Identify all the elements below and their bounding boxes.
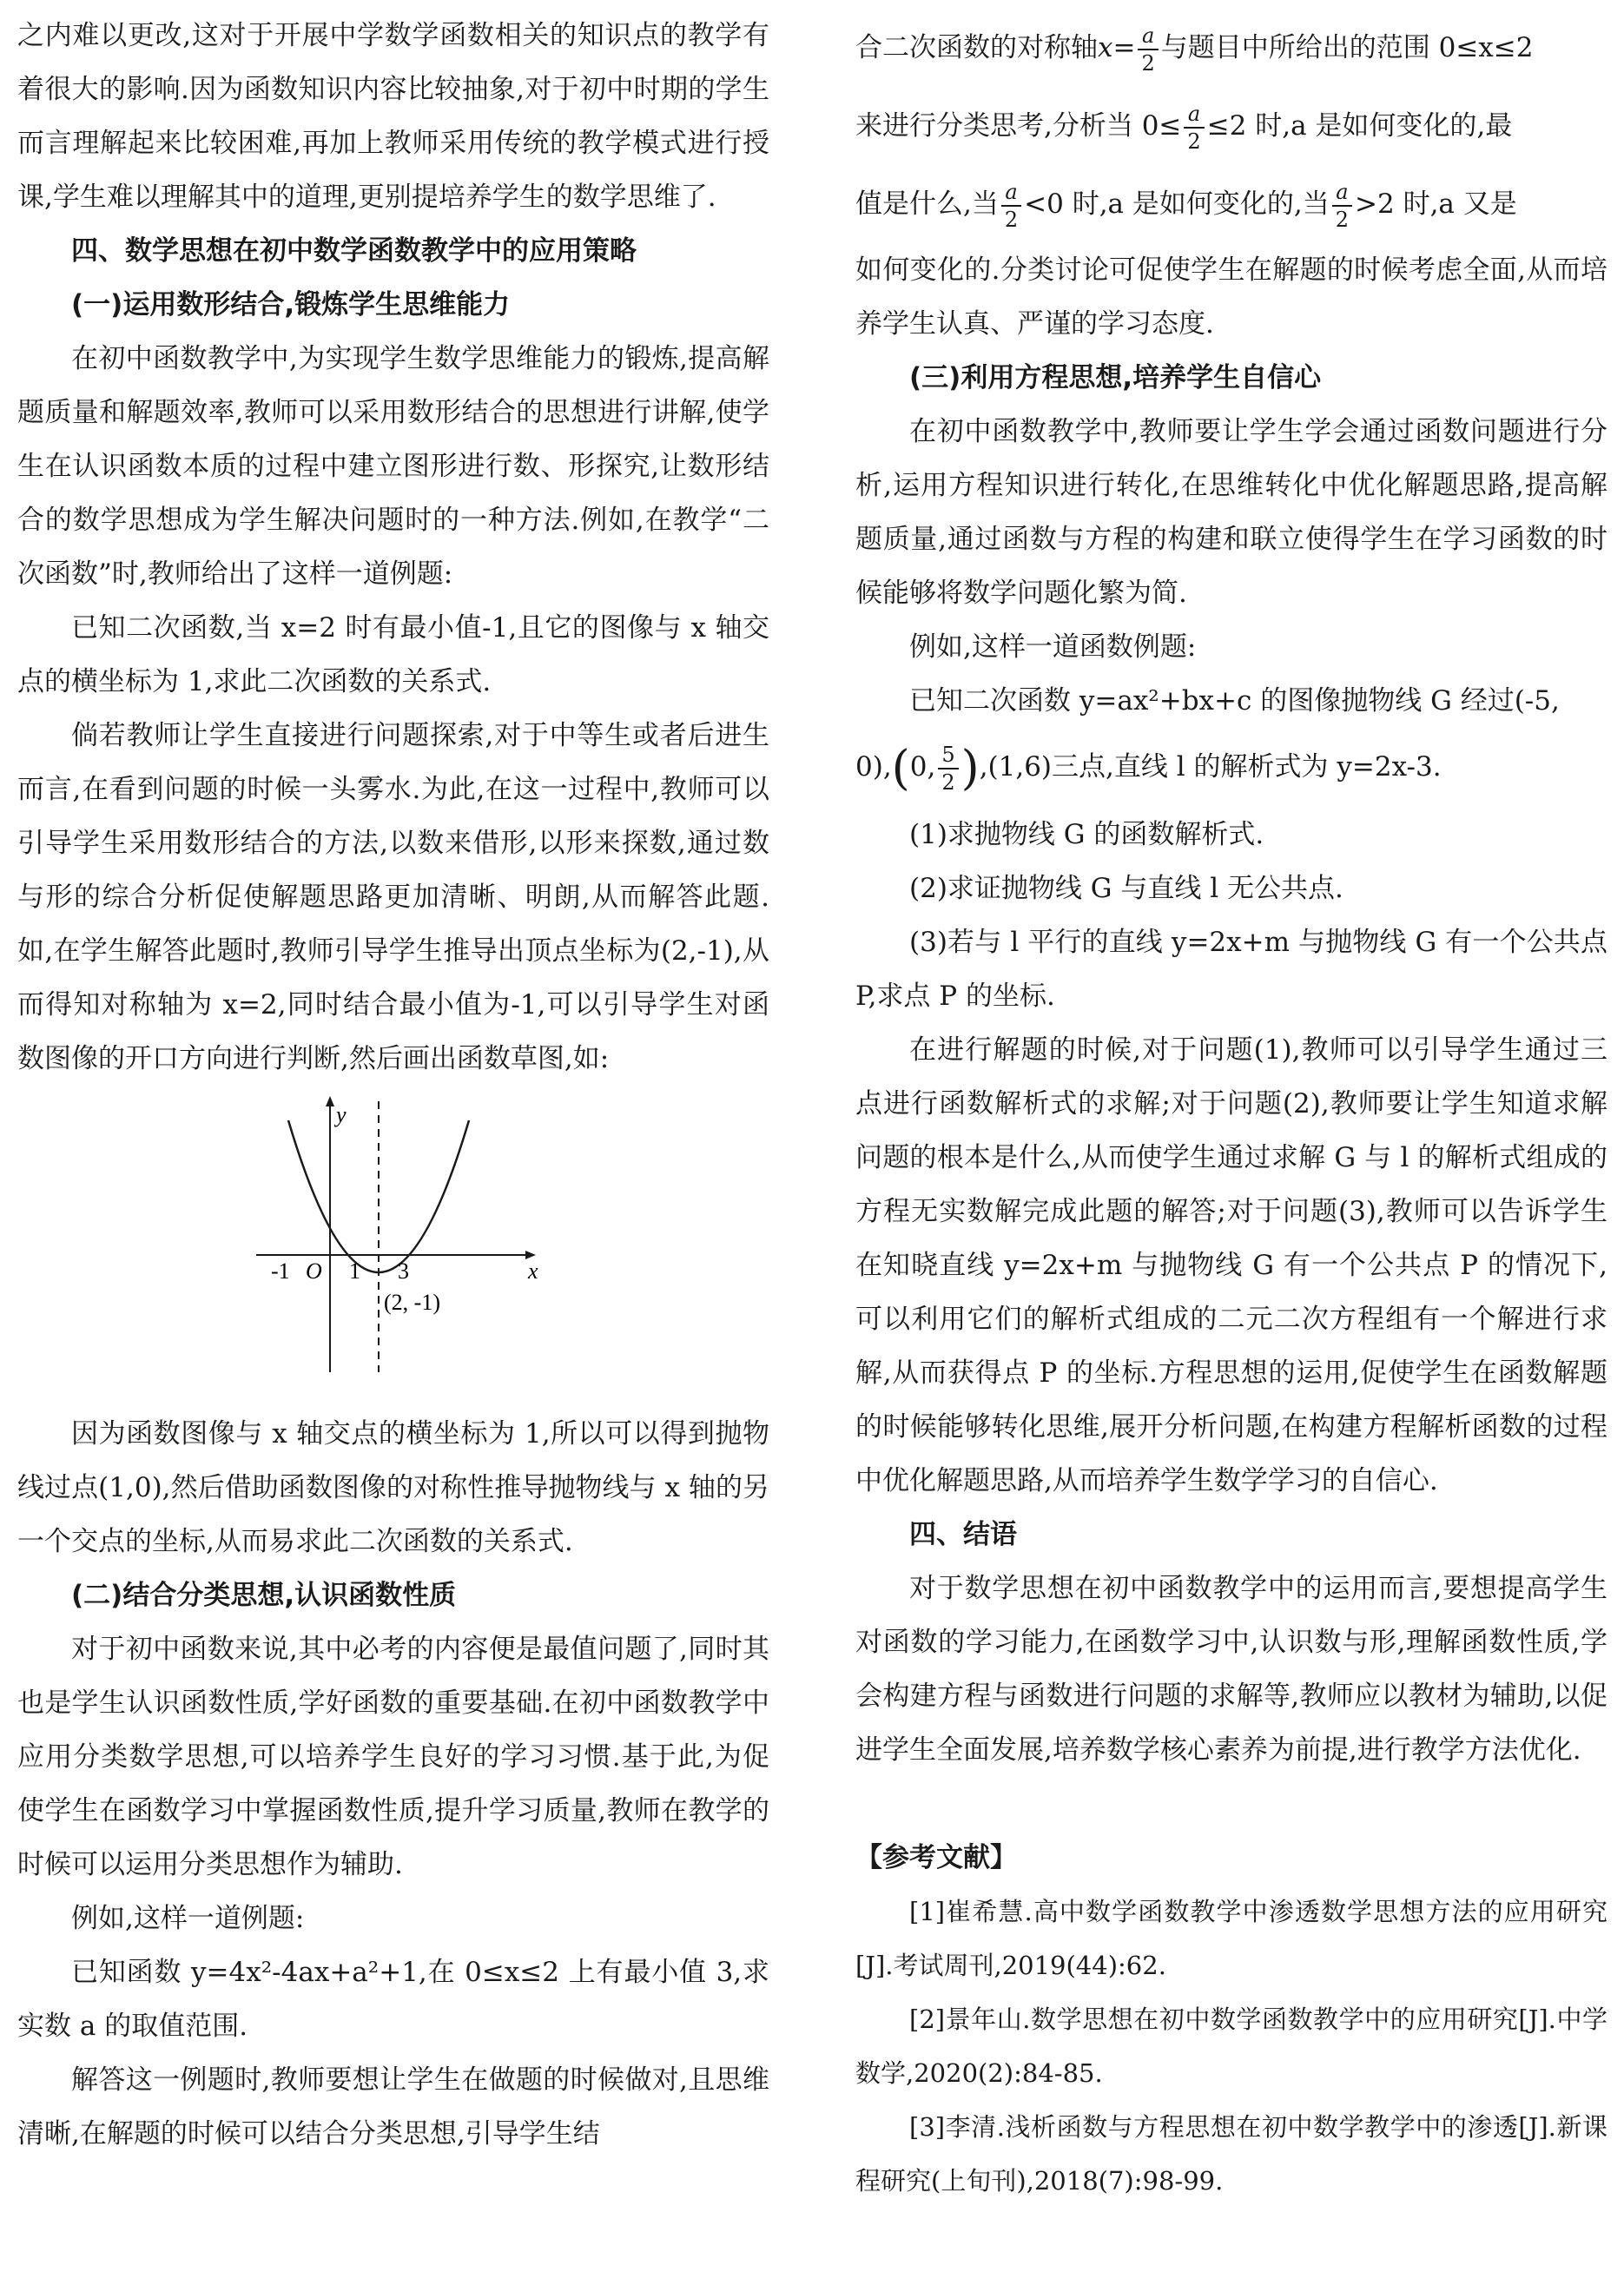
fraction-numerator: a: [1138, 23, 1158, 50]
paragraph: 已知函数 y=4x²-4ax+a²+1,在 0≤x≤2 上有最小值 3,求实数 a 的取值范围.: [17, 1957, 769, 2042]
question-item: (2)求证抛物线 G 与直线 l 无公共点.: [909, 872, 1343, 904]
paragraph: 对于初中函数来说,其中必考的内容便是最值问题了,同时其也是学生认识函数性质,学好函数的重要基础.在初中函数教学中应用分类数学思想,可以培养学生良好的学习习惯.基于此,为促使学生在函数学习中掌握函数性质,提升学习质量,教师在教学的时候可以运用分类思想作为辅助.: [17, 1634, 769, 1880]
paragraph: 之内难以更改,这对于开展中学数学函数相关的知识点的教学有着很大的影响.因为函数知识内容比较抽象,对于初中时期的学生而言理解起来比较困难,再加上教师采用传统的教学模式进行授课,学生难以理解其中的道理,更别提培养学生的数学思维了.: [17, 20, 769, 213]
origin-label: O: [306, 1258, 322, 1284]
spacer: [855, 1777, 1607, 1831]
parabola-figure: [17, 1094, 769, 1381]
fraction-a-over-2: [1332, 179, 1352, 233]
subsection-heading: (三)利用方程思想,培养学生自信心: [909, 362, 1322, 393]
fraction-denominator: 2: [941, 769, 955, 795]
x-axis-label: x: [528, 1258, 538, 1284]
tick-label-1: 1: [349, 1258, 360, 1284]
subsection-heading: (二)结合分类思想,认识函数性质: [71, 1580, 457, 1611]
paragraph: 例如,这样一道函数例题:: [909, 631, 1197, 663]
reference-item: [2]景年山.数学思想在初中数学函数教学中的应用研究[J].中学数学,2020(2):84-85.: [855, 2004, 1607, 2088]
fraction-5-over-2: [938, 742, 958, 796]
section-heading: 四、数学思想在初中数学函数教学中的应用策略: [71, 235, 637, 267]
vertex-label: (2, -1): [384, 1290, 440, 1315]
formula-line: [855, 165, 1607, 243]
paragraph: 在初中函数教学中,为实现学生数学思维能力的锻炼,提高解题质量和解题效率,教师可以采用数形结合的思想进行讲解,使学生在认识函数本质的过程中建立图形进行数、形探究,让数形结合的数学思想成为学生解决问题时的一种方法.例如,在教学“二次函数”时,教师给出了这样一道例题:: [17, 343, 769, 590]
fraction-numerator: a: [1001, 179, 1021, 207]
text-run: 值是什么,当: [855, 188, 999, 220]
paragraph: 如何变化的.分类讨论可促使学生在解题的时候考虑全面,从而培养学生认真、严谨的学习态度.: [855, 254, 1607, 340]
paragraph: 已知二次函数,当 x=2 时有最小值-1,且它的图像与 x 轴交点的横坐标为 1,求此二次函数的关系式.: [17, 612, 769, 697]
subsection-heading: (一)运用数形结合,锻炼学生思维能力: [71, 289, 511, 320]
text-run: 0,: [909, 751, 936, 783]
text-run: 合二次函数的对称轴: [855, 32, 1098, 63]
fraction-numerator: a: [1184, 101, 1204, 129]
reference-item: [3]李清.浅析函数与方程思想在初中数学教学中的渗透[J].新课程研究(上旬刊),2018(7):98-99.: [855, 2111, 1607, 2196]
fraction-denominator: 2: [1141, 50, 1155, 76]
paren-left: (: [891, 740, 910, 796]
fraction-denominator: 2: [1004, 207, 1019, 232]
text-run: <0 时,a 是如何变化的,当: [1024, 188, 1330, 220]
text-run: 0),: [855, 751, 892, 783]
left-column: [17, 9, 769, 2161]
text-run: >2 时,a 又是: [1355, 188, 1517, 220]
paragraph: 解答这一例题时,教师要想让学生在做题的时候做对,且思维清晰,在解题的时候可以结合分类思想,引导学生结: [17, 2064, 769, 2150]
formula-line: [855, 728, 1607, 808]
y-axis-arrow: [326, 1096, 334, 1106]
fraction-numerator: a: [1332, 179, 1352, 207]
reference-item: [1]崔希慧.高中数学函数教学中渗透数学思想方法的应用研究[J].考试周刊,2019(44):62.: [855, 1896, 1607, 1980]
fraction-denominator: 2: [1187, 129, 1201, 154]
paragraph: 因为函数图像与 x 轴交点的横坐标为 1,所以可以得到抛物线过点(1,0),然后借助函数图像的对称性推导抛物线与 x 轴的另一个交点的坐标,从而易求此二次函数的关系式.: [17, 1418, 769, 1557]
question-item: (1)求抛物线 G 的函数解析式.: [909, 818, 1264, 850]
text-run: 与题目中所给出的范围 0≤x≤2: [1160, 32, 1534, 63]
question-item: (3)若与 l 平行的直线 y=2x+m 与抛物线 G 有一个公共点 P,求点 P 的坐标.: [855, 926, 1607, 1012]
fraction-numerator: 5: [938, 742, 958, 769]
text-run: ≤2 时,a 是如何变化的,最: [1206, 110, 1513, 142]
fraction-a-over-2: [1001, 179, 1021, 233]
parabola-graph: [252, 1094, 547, 1381]
formula-line: [855, 9, 1607, 87]
fraction-a-over-2: [1138, 23, 1158, 76]
y-axis-label: y: [336, 1102, 347, 1127]
paragraph: 对于数学思想在初中函数教学中的运用而言,要想提高学生对函数的学习能力,在函数学习中,认识数与形,理解函数性质,学会构建方程与函数进行问题的求解等,教师应以教材为辅助,以促进学生全面发展,培养数学核心素养为前提,进行教学方法优化.: [855, 1572, 1607, 1766]
text-run: 来进行分类思考,分析当 0≤: [855, 110, 1182, 142]
paren-right: ): [961, 740, 980, 796]
references-title: 【参考文献】: [855, 1841, 1017, 1873]
paragraph: 在初中函数教学中,教师要让学生学会通过函数问题进行分析,运用方程知识进行转化,在思维转化中优化解题思路,提高解题质量,通过函数与方程的构建和联立使得学生在学习函数的时候能够将数学问题化繁为简.: [855, 416, 1607, 609]
paragraph: 在进行解题的时候,对于问题(1),教师可以引导学生通过三点进行函数解析式的求解;对于问题(2),教师要让学生知道求解问题的根本是什么,从而使学生通过求解 G 与 l 的解析式组成的方程无实数解完成此题的解答;对于问题(3),教师可以告诉学生在知晓直线 y=2x+m 与抛物线 G 有一个公共点 P 的情况下,可以利用它们的解析式组成的二元二次方程组有一个解进行求解,从而获得点 P 的坐标.方程思想的运用,促使学生在函数解题的时候能够转化思维,展开分析问题,在构建方程解析函数的过程中优化解题思路,从而培养学生数学学习的自信心.: [855, 1034, 1607, 1496]
paragraph: 例如,这样一道例题:: [71, 1903, 305, 1934]
fraction-a-over-2: [1184, 101, 1204, 155]
paragraph: 已知二次函数 y=ax²+bx+c 的图像抛物线 G 经过(-5,: [909, 685, 1560, 717]
formula-line: [855, 87, 1607, 165]
paragraph: 倘若教师让学生直接进行问题探索,对于中等生或者后进生而言,在看到问题的时候一头雾水.为此,在这一过程中,教师可以引导学生采用数形结合的方法,以数来借形,以形来探数,通过数与形的综合分析促使解题思路更加清晰、明朗,从而解答此题.如,在学生解答此题时,教师引导学生推导出顶点坐标为(2,-1),从而得知对称轴为 x=2,同时结合最小值为-1,可以引导学生对函数图像的开口方向进行判断,然后画出函数草图,如:: [17, 720, 769, 1074]
tick-label-neg1: -1: [271, 1258, 290, 1284]
fraction-denominator: 2: [1335, 207, 1350, 232]
text-run: ,(1,6)三点,直线 l 的解析式为 y=2x-3.: [979, 751, 1442, 783]
right-column: [855, 9, 1607, 2208]
tick-label-3: 3: [398, 1258, 409, 1284]
section-heading: 四、结语: [909, 1518, 1017, 1550]
axis-symbol: x=: [1098, 32, 1136, 63]
